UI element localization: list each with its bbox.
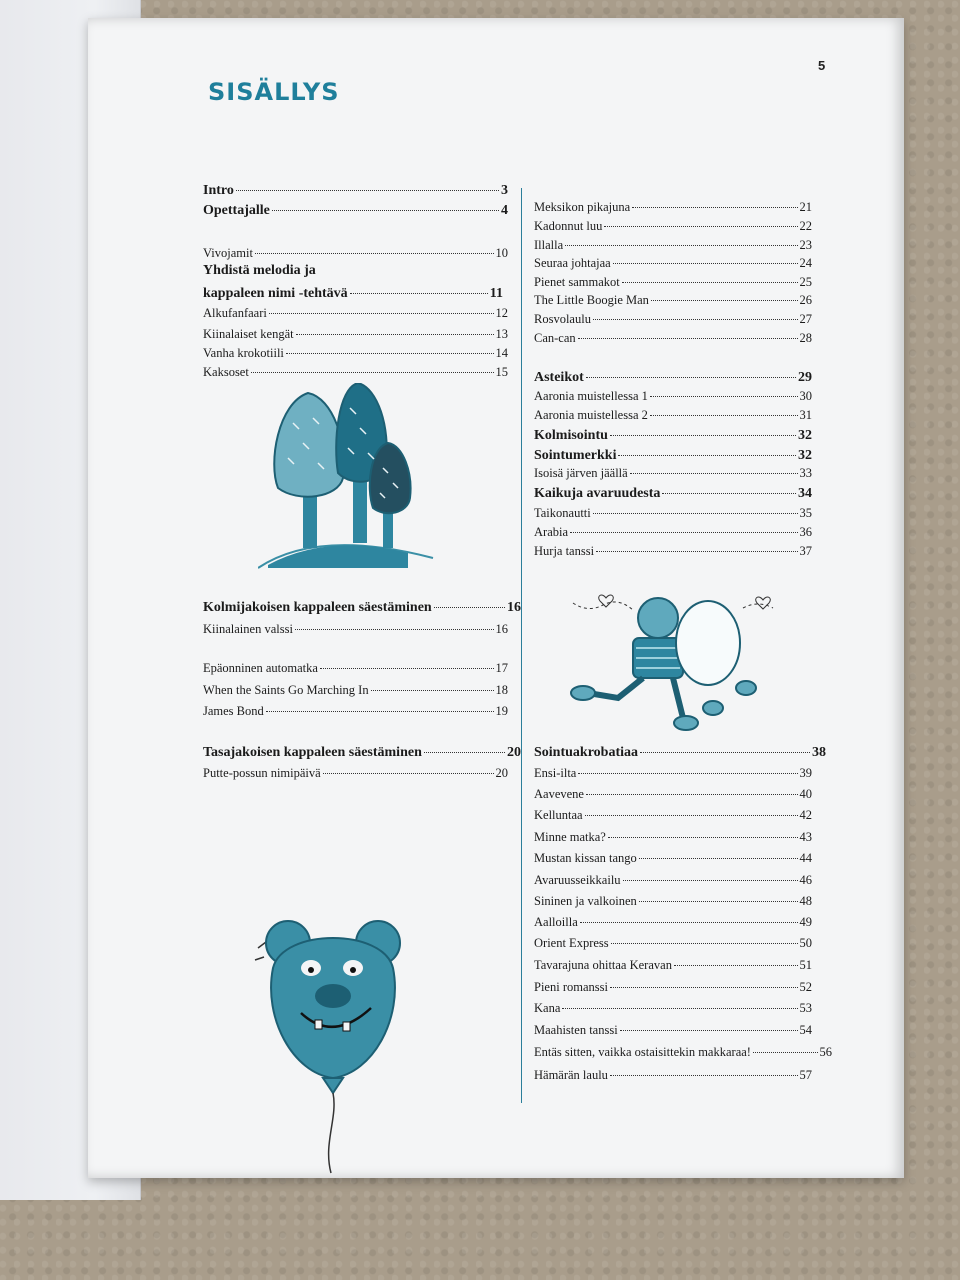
toc-entry-leader <box>255 253 494 254</box>
toc-entry-leader <box>610 987 798 988</box>
toc-entry-page: 50 <box>799 936 812 950</box>
toc-entry-leader <box>630 473 798 474</box>
toc-entry <box>534 389 812 404</box>
toc-entry-leader <box>269 313 494 314</box>
toc-entry-title: Minne matka? <box>534 830 606 844</box>
toc-entry-page: 10 <box>495 246 508 260</box>
toc-entry-page: 29 <box>798 370 812 385</box>
toc-entry <box>203 246 508 261</box>
toc-entry <box>534 1068 812 1083</box>
book-page <box>88 18 904 1178</box>
toc-entry <box>203 286 503 302</box>
toc-entry-leader <box>610 435 796 436</box>
toc-entry-leader <box>586 794 798 795</box>
toc-entry-title: Aavevene <box>534 787 584 801</box>
toc-entry <box>203 346 508 361</box>
toc-entry-title: Maahisten tanssi <box>534 1023 618 1037</box>
toc-entry-title: Tavarajuna ohittaa Keravan <box>534 958 672 972</box>
toc-entry-page: 43 <box>799 830 812 844</box>
toc-entry-leader <box>753 1052 818 1053</box>
toc-entry-page: 36 <box>799 525 812 539</box>
toc-entry-page: 37 <box>799 544 812 558</box>
toc-entry <box>534 312 812 327</box>
toc-entry-page: 25 <box>799 275 812 289</box>
toc-entry-page: 24 <box>799 256 812 270</box>
toc-entry-leader <box>620 1030 798 1031</box>
toc-entry <box>203 365 508 380</box>
toc-entry-title: Avaruusseikkailu <box>534 873 621 887</box>
toc-entry <box>534 506 812 521</box>
toc-entry <box>203 600 521 616</box>
toc-entry-page: 16 <box>495 622 508 636</box>
toc-entry-leader <box>266 711 494 712</box>
toc-entry-title: Yhdistä melodia ja <box>203 263 316 278</box>
toc-entry-leader <box>272 210 499 211</box>
toc-entry-title: Vanha krokotiili <box>203 346 284 360</box>
toc-entry <box>203 306 508 321</box>
toc-entry <box>203 327 508 342</box>
toc-entry-page: 30 <box>799 389 812 403</box>
toc-entry-leader <box>593 319 798 320</box>
toc-entry-page: 20 <box>495 766 508 780</box>
toc-entry-title: Kadonnut luu <box>534 219 603 233</box>
toc-entry <box>534 766 812 781</box>
toc-entry-title: Rosvolaulu <box>534 312 591 326</box>
toc-entry-page: 54 <box>799 1023 812 1037</box>
toc-entry-title: Epäonninen automatka <box>203 661 318 675</box>
toc-entry-title: Taikonautti <box>534 506 591 520</box>
toc-entry-page: 56 <box>819 1045 832 1059</box>
toc-entry-page: 48 <box>799 894 812 908</box>
toc-entry <box>203 766 508 781</box>
toc-entry-leader <box>604 226 797 227</box>
toc-entry-title: Meksikon pikajuna <box>534 200 631 214</box>
toc-entry-title: Pieni romanssi <box>534 980 608 994</box>
trees-illustration <box>258 383 448 573</box>
toc-entry-page: 40 <box>799 787 812 801</box>
toc-entry <box>203 183 508 199</box>
toc-entry-page: 33 <box>799 466 812 480</box>
toc-entry-leader <box>371 690 494 691</box>
toc-entry <box>534 275 812 290</box>
toc-entry-page: 32 <box>798 448 812 463</box>
toc-entry <box>534 851 812 866</box>
toc-entry-leader <box>662 493 796 494</box>
toc-entry-page: 53 <box>799 1001 812 1015</box>
toc-entry <box>534 525 812 540</box>
toc-entry-leader <box>424 752 505 753</box>
toc-entry-page: 19 <box>495 704 508 718</box>
toc-entry-title: Sininen ja valkoinen <box>534 894 637 908</box>
toc-entry <box>534 428 812 444</box>
toc-entry-leader <box>578 338 798 339</box>
toc-entry-leader <box>622 282 798 283</box>
toc-entry <box>203 745 521 761</box>
toc-entry-title: Vivojamit <box>203 246 253 260</box>
toc-entry-title: Hurja tanssi <box>534 544 595 558</box>
toc-entry-title: Tasajakoisen kappaleen säestäminen <box>203 745 422 760</box>
toc-entry-title: Kaikuja avaruudesta <box>534 486 661 501</box>
toc-entry <box>534 958 812 973</box>
toc-entry-title: Kolmisointu <box>534 428 608 443</box>
toc-entry <box>534 915 812 930</box>
toc-entry-leader <box>613 263 798 264</box>
toc-entry-leader <box>570 532 797 533</box>
toc-entry-leader <box>632 207 797 208</box>
toc-entry-page: 16 <box>507 600 521 615</box>
toc-entry-page: 57 <box>799 1068 812 1082</box>
toc-entry <box>534 936 812 951</box>
toc-entry-title: The Little Boogie Man <box>534 293 649 307</box>
toc-entry-leader <box>236 190 499 191</box>
toc-entry-page: 46 <box>799 873 812 887</box>
toc-entry-leader <box>295 629 494 630</box>
toc-entry-page: 34 <box>798 486 812 501</box>
toc-entry-leader <box>611 943 798 944</box>
toc-entry <box>203 203 508 219</box>
page-title: SISÄLLYS <box>208 78 340 106</box>
toc-entry-title: Kiinalainen valssi <box>203 622 293 636</box>
toc-entry <box>534 544 812 559</box>
toc-entry-title: Asteikot <box>534 370 584 385</box>
toc-entry-title: When the Saints Go Marching In <box>203 683 369 697</box>
toc-entry <box>534 745 826 761</box>
toc-entry <box>534 448 812 464</box>
toc-entry-title: Sointumerkki <box>534 448 617 463</box>
toc-entry-title: Aaronia muistellessa 1 <box>534 389 648 403</box>
toc-entry-leader <box>639 901 798 902</box>
toc-entry <box>534 370 812 386</box>
toc-entry-leader <box>580 922 798 923</box>
toc-entry-title: Seuraa johtajaa <box>534 256 611 270</box>
toc-entry <box>534 238 812 253</box>
toc-entry-page: 39 <box>799 766 812 780</box>
toc-entry-leader <box>640 752 810 753</box>
toc-entry <box>534 219 812 234</box>
toc-entry <box>534 894 812 909</box>
toc-entry <box>203 622 508 637</box>
toc-entry-title: Sointuakrobatiaa <box>534 745 638 760</box>
toc-entry-leader <box>674 965 798 966</box>
toc-entry-page: 20 <box>507 745 521 760</box>
toc-entry <box>203 263 323 279</box>
toc-entry-page: 14 <box>495 346 508 360</box>
toc-entry <box>534 256 812 271</box>
toc-entry-leader <box>434 607 505 608</box>
toc-entry-title: Hämärän laulu <box>534 1068 608 1082</box>
toc-entry-title: Can-can <box>534 331 576 345</box>
toc-entry-leader <box>323 773 494 774</box>
toc-entry <box>534 808 812 823</box>
boy-with-egg-illustration <box>568 578 793 733</box>
toc-entry-page: 32 <box>798 428 812 443</box>
toc-entry <box>534 331 812 346</box>
toc-entry-title: Mustan kissan tango <box>534 851 637 865</box>
toc-entry-page: 3 <box>501 183 508 198</box>
toc-entry-page: 35 <box>799 506 812 520</box>
toc-entry <box>534 408 812 423</box>
page-number: 5 <box>818 58 826 73</box>
toc-entry-title: Illalla <box>534 238 564 252</box>
toc-entry <box>534 293 812 308</box>
toc-entry-leader <box>350 293 488 294</box>
toc-entry-title: Arabia <box>534 525 569 539</box>
toc-entry <box>534 980 812 995</box>
toc-entry-leader <box>650 415 798 416</box>
toc-entry-leader <box>608 837 798 838</box>
toc-entry-page: 44 <box>799 851 812 865</box>
toc-entry-leader <box>596 551 797 552</box>
toc-entry <box>203 683 508 698</box>
toc-entry-leader <box>585 815 798 816</box>
toc-entry-title: Kolmijakoisen kappaleen säestäminen <box>203 600 432 615</box>
toc-entry-leader <box>618 455 796 456</box>
toc-entry-title: Intro <box>203 183 234 198</box>
toc-entry <box>203 704 508 719</box>
toc-entry-page: 31 <box>799 408 812 422</box>
toc-entry-page: 26 <box>799 293 812 307</box>
toc-entry <box>534 1023 812 1038</box>
toc-entry-leader <box>320 668 494 669</box>
toc-entry-title: Ensi-ilta <box>534 766 577 780</box>
toc-entry-leader <box>610 1075 798 1076</box>
toc-entry-leader <box>639 858 798 859</box>
toc-entry-page: 21 <box>799 200 812 214</box>
toc-entry-title: Aalloilla <box>534 915 578 929</box>
toc-entry-leader <box>578 773 797 774</box>
toc-entry-leader <box>586 377 796 378</box>
toc-entry-title: Alkufanfaari <box>203 306 267 320</box>
toc-entry <box>534 830 812 845</box>
toc-entry-leader <box>565 245 797 246</box>
toc-entry-page: 22 <box>799 219 812 233</box>
toc-entry-page: 52 <box>799 980 812 994</box>
toc-entry-title: Putte-possun nimipäivä <box>203 766 321 780</box>
toc-entry <box>534 200 812 215</box>
toc-entry-title: Kiinalaiset kengät <box>203 327 294 341</box>
toc-entry-title: Opettajalle <box>203 203 270 218</box>
toc-entry-title: James Bond <box>203 704 264 718</box>
toc-entry-page: 11 <box>489 286 503 301</box>
toc-entry <box>534 466 812 481</box>
toc-entry-page: 42 <box>799 808 812 822</box>
toc-entry-page: 49 <box>799 915 812 929</box>
toc-entry-title: Kana <box>534 1001 561 1015</box>
toc-entry-leader <box>251 372 494 373</box>
toc-entry-page: 38 <box>812 745 826 760</box>
toc-entry <box>203 661 508 676</box>
column-divider <box>521 188 522 1103</box>
toc-entry-title: kappaleen nimi -tehtävä <box>203 286 348 301</box>
toc-entry-page: 28 <box>799 331 812 345</box>
toc-entry-page: 27 <box>799 312 812 326</box>
toc-entry-leader <box>286 353 494 354</box>
toc-entry-title: Isoisä järven jäällä <box>534 466 628 480</box>
toc-entry-page: 4 <box>501 203 508 218</box>
toc-entry <box>534 1001 812 1016</box>
toc-entry <box>534 1045 832 1060</box>
toc-entry-page: 13 <box>495 327 508 341</box>
toc-entry-page: 17 <box>495 661 508 675</box>
balloon-creature-illustration <box>253 908 413 1178</box>
toc-entry-title: Pienet sammakot <box>534 275 620 289</box>
toc-entry-leader <box>651 300 798 301</box>
toc-entry-leader <box>562 1008 797 1009</box>
toc-entry-leader <box>650 396 798 397</box>
toc-entry-title: Entäs sitten, vaikka ostaisittekin makkaraa! <box>534 1045 751 1059</box>
toc-entry <box>534 787 812 802</box>
toc-entry-title: Aaronia muistellessa 2 <box>534 408 648 422</box>
toc-entry-leader <box>623 880 798 881</box>
toc-entry-page: 15 <box>495 365 508 379</box>
toc-entry <box>534 486 812 502</box>
toc-entry-page: 23 <box>799 238 812 252</box>
toc-entry-title: Kelluntaa <box>534 808 583 822</box>
toc-entry-title: Orient Express <box>534 936 609 950</box>
toc-entry-page: 18 <box>495 683 508 697</box>
toc-entry-leader <box>593 513 798 514</box>
toc-entry-leader <box>296 334 494 335</box>
toc-entry <box>534 873 812 888</box>
toc-entry-title: Kaksoset <box>203 365 249 379</box>
toc-entry-page: 12 <box>495 306 508 320</box>
toc-entry-page: 51 <box>799 958 812 972</box>
